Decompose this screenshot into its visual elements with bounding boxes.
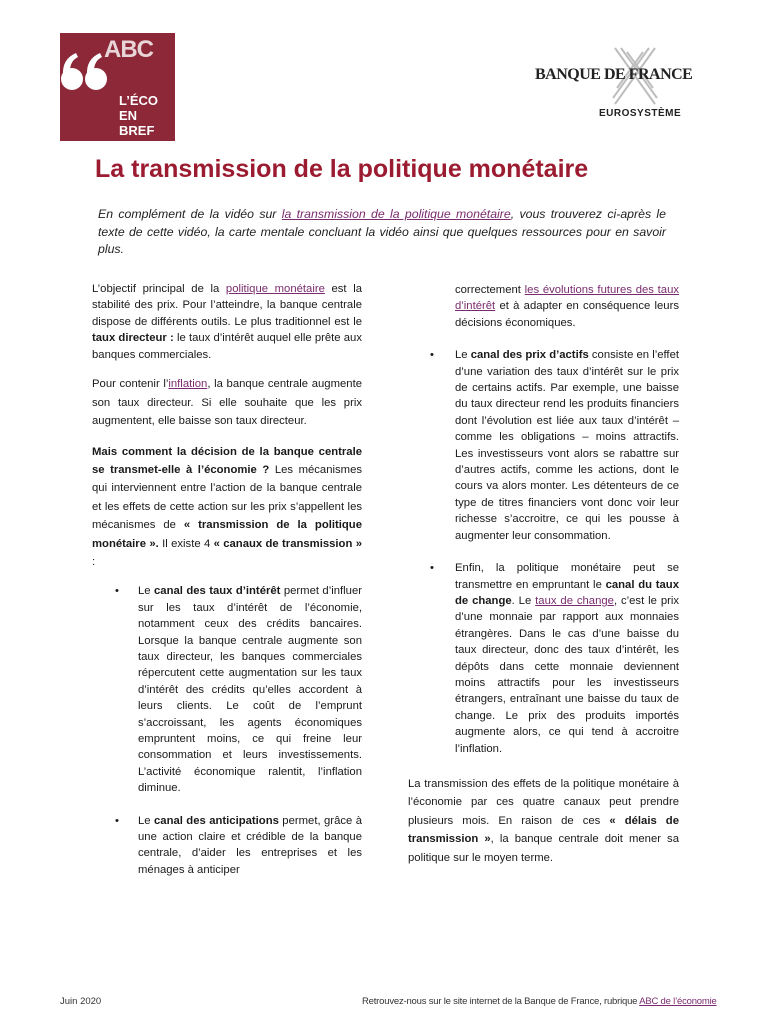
right-column <box>408 282 679 879</box>
bullet-icon: • <box>115 814 119 827</box>
paragraph-objective: L’objectif principal de la politique monétaire est la stabilité des prix. Pour l’atteindre, la banque centrale dispose de différents outils. Le plus traditionnel est le taux directeur : le taux d’intérêt auquel elle prête aux banques commerciales. <box>92 283 362 361</box>
list-item-canal-taux-change: • Enfin, la politique monétaire peut se transmettre en empruntant le canal du taux de change. Le taux de change, c’est le prix d’une monnaie par rapport aux monnaies étrangères. Dans le cas d’une baisse du taux directeur, donc des taux d’intérêt, les dépôts dans cette monnaie deviennent moins attractifs pour les investisseurs étrangers, entraînant une baisse du taux de change. Le prix des produits importés augmente alors, ce qui tend à accroitre l’inflation. <box>430 562 680 755</box>
channel-list-2 <box>408 347 679 757</box>
footer-text: Retrouvez-nous sur le site internet de la Banque de France, rubrique ABC de l’économie <box>362 996 717 1007</box>
channel-list-1 <box>92 583 362 878</box>
list-item-canal-taux-interet: • Le canal des taux d’intérêt permet d’influer sur les taux d’intérêt de l’économie, notamment ceux des crédits bancaires. Lorsque la banque centrale augmente son taux directeur, les banques commerciales répercutent cette augmentation sur les taux d’intérêt des crédits qu’elles accordent à leurs clients. Le coût de l’emprunt s’accroissant, les agents économiques empruntent moins, ce qui freine leur consommation et leurs investissements. L’activité économique ralentit, l’inflation diminue. <box>115 585 362 795</box>
footer-date: Juin 2020 <box>60 996 102 1007</box>
list-item-canal-prix-actifs: • Le canal des prix d’actifs consiste en l’effet d’une variation des taux d’intérêt sur le prix de certains actifs. Par exemple, une baisse du taux directeur rend les produits financiers dont l’évolution est liée aux taux d’intérêt – comme les obligations – moins attractifs. Les investisseurs vont alors se rabattre sur d’autres actifs, comme les actions, dont le cours va alors monter. Les détenteurs de ce type de titres financiers vont donc voir leur richesse s’accroitre, ce qui les pousse à augmenter leur consommation. <box>430 349 679 542</box>
bdf-name: BANQUE DE FRANCE <box>535 66 693 83</box>
bullet-icon: • <box>115 585 119 598</box>
paragraph-inflation: Pour contenir l’inflation, la banque centrale augmente son taux directeur. Si elle souhaite que les prix augmentent, elle baisse son taux directeur. <box>92 378 362 428</box>
video-link[interactable]: la transmission de la politique monétaire <box>281 207 511 221</box>
evolutions-taux-link[interactable]: les évolutions futures des taux d’intérêt <box>455 284 679 313</box>
logo-eco-text: L’ÉCO EN BREF <box>119 93 159 138</box>
list-item-canal-anticipations: • Le canal des anticipations permet, grâce à une action claire et crédible de la banque centrale, d’aider les entreprises et les ménages à anticiper <box>115 814 362 876</box>
abc-economie-link[interactable]: ABC de l’économie <box>639 996 717 1007</box>
intro-paragraph: En complément de la vidéo sur la transmission de la politique monétaire, vous trouverez ci-après le texte de cette vidéo, la carte mentale concluant la vidéo ainsi que quelques ressources pour en savoir plus. <box>98 207 666 256</box>
anticipations-continued: correctement les évolutions futures des taux d’intérêt et à adapter en conséquence leurs décisions économiques. <box>455 284 679 329</box>
taux-de-change-link[interactable]: taux de change <box>535 594 614 607</box>
left-column <box>92 281 362 892</box>
paragraph-mechanisms: Mais comment la décision de la banque centrale se transmet-elle à l’économie ? Les mécanismes qui interviennent entre l’action de la banque centrale et les effets de cette action sur les prix s’appellent les mécanismes de « transmission de la politique monétaire ». Il existe 4 « canaux de transmission » : <box>92 445 362 568</box>
page-title: La transmission de la politique monétaire <box>95 155 589 183</box>
politique-monetaire-link[interactable]: politique monétaire <box>225 283 325 295</box>
inflation-link[interactable]: inflation <box>168 378 208 391</box>
bdf-subtitle: EUROSYSTÈME <box>599 108 682 119</box>
banque-de-france-logo <box>535 40 735 120</box>
logo-abc-text: ABC <box>104 36 153 63</box>
bullet-icon: • <box>430 349 434 362</box>
bullet-icon: • <box>430 562 434 575</box>
paragraph-delais: La transmission des effets de la politique monétaire à l’économie par ces quatre canaux peut prendre plusieurs mois. En raison de ces « délais de transmission », la banque centrale doit mener sa politique sur le moyen terme. <box>408 777 679 864</box>
abc-eco-logo <box>60 33 175 141</box>
